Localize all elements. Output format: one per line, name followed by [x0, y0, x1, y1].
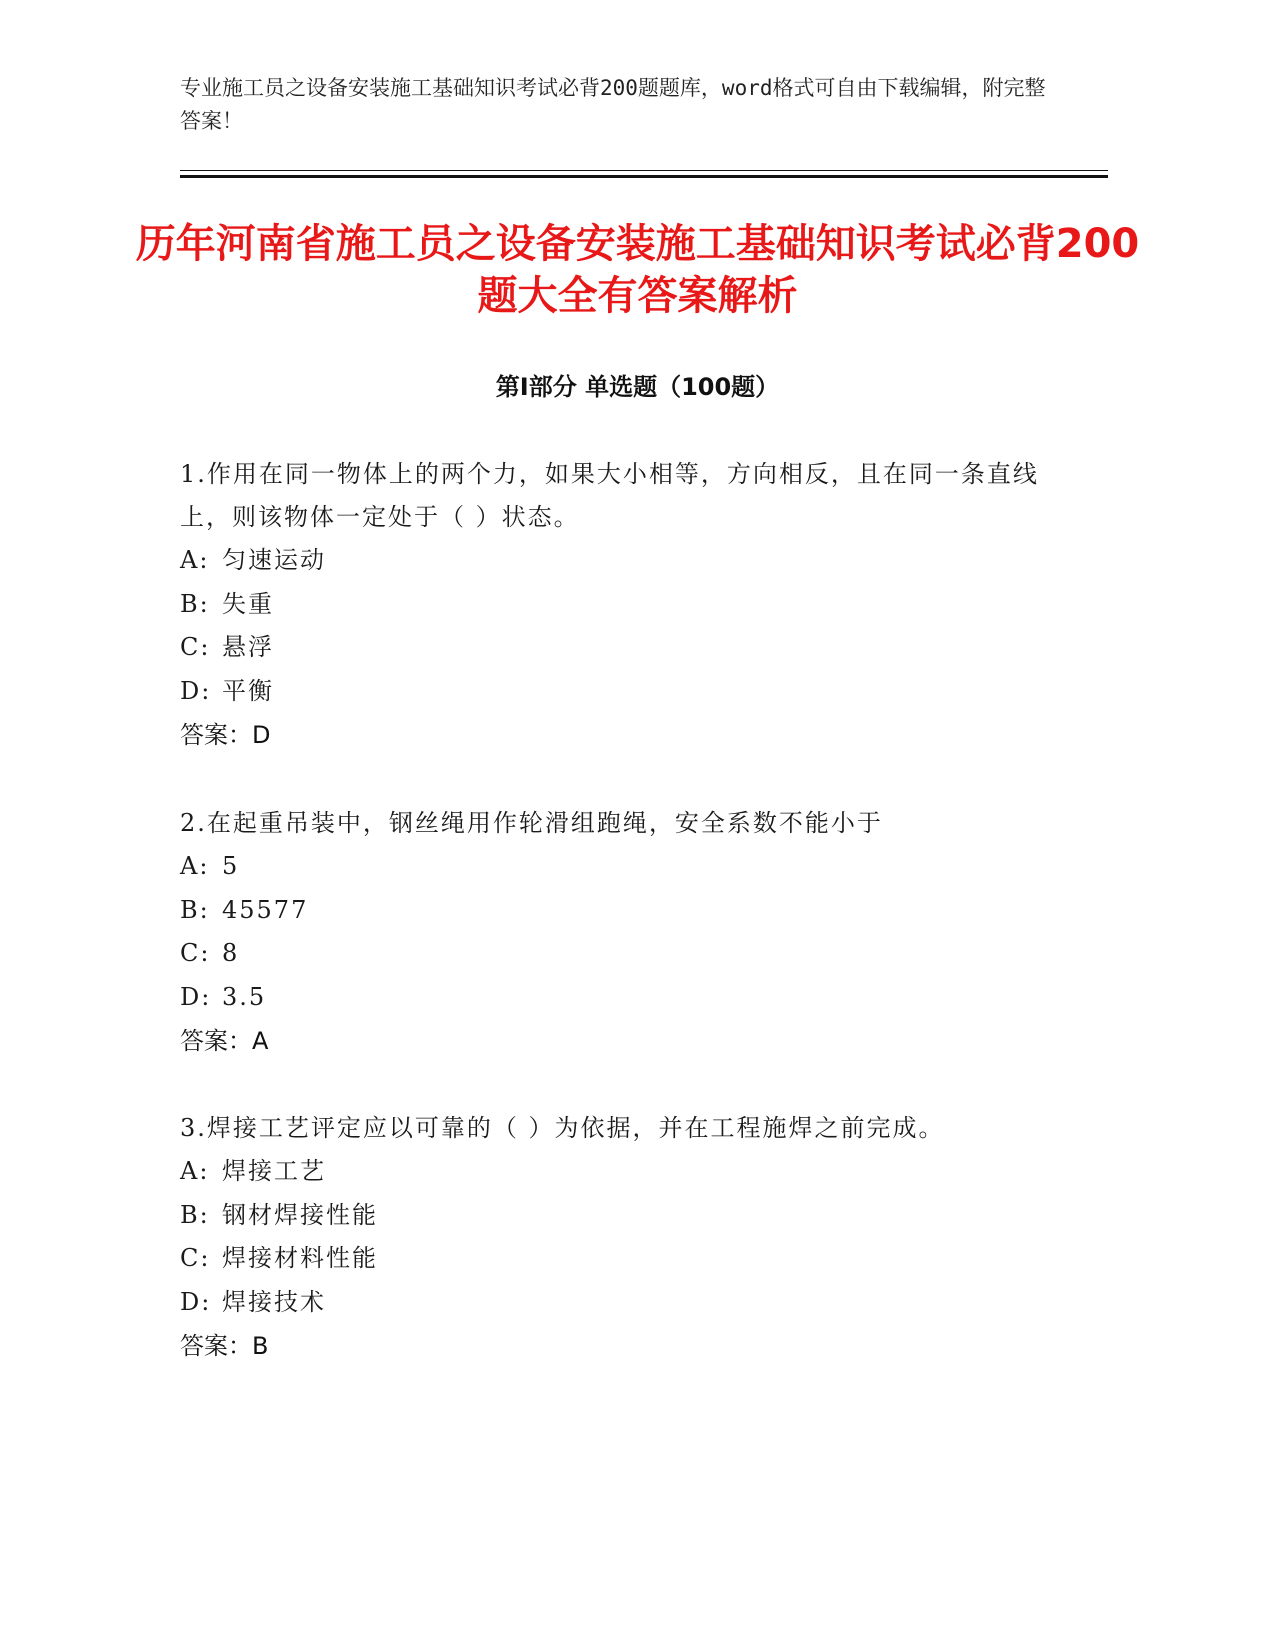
option-c	[180, 1237, 1070, 1281]
question-stem: 1.作用在同一物体上的两个力，如果大小相等，方向相反，且在同一条直线上，则该物体一定处于（ ）状态。	[180, 460, 1039, 531]
option-text: 焊接技术	[222, 1287, 326, 1316]
option-key: C:	[180, 1244, 211, 1272]
option-text: 失重	[222, 589, 274, 618]
option-text: 45577	[222, 895, 309, 924]
option-b	[180, 583, 1070, 627]
option-c	[180, 932, 1070, 976]
option-text: 钢材焊接性能	[222, 1200, 378, 1229]
question-2	[180, 802, 1070, 1063]
question-stem: 2.在起重吊装中，钢丝绳用作轮滑组跑绳，安全系数不能小于	[180, 809, 883, 837]
option-key: C:	[180, 633, 211, 661]
option-text: 5	[222, 852, 240, 880]
option-text: 匀速运动	[222, 546, 326, 574]
option-key: D:	[180, 982, 212, 1011]
option-d	[180, 1281, 1070, 1325]
header-rule-thick	[180, 175, 1108, 178]
option-c	[180, 626, 1070, 670]
option-b	[180, 1194, 1070, 1238]
header-note: 专业施工员之设备安装施工基础知识考试必背200题题库，word格式可自由下载编辑，附完整答案！	[180, 76, 1046, 133]
option-d	[180, 976, 1070, 1020]
option-text: 平衡	[222, 676, 274, 705]
option-b	[180, 889, 1070, 933]
option-key: D:	[180, 676, 212, 705]
section-heading: 第I部分 单选题（100题）	[495, 373, 780, 401]
option-d	[180, 670, 1070, 714]
question-1	[180, 453, 1070, 757]
answer-line: 答案：A	[180, 1027, 269, 1055]
answer-line: 答案：D	[180, 721, 271, 749]
option-key: A:	[180, 546, 210, 574]
document-title: 历年河南省施工员之设备安装施工基础知识考试必背200题大全有答案解析	[135, 221, 1140, 319]
option-key: D:	[180, 1287, 212, 1316]
option-key: A:	[180, 1157, 210, 1185]
option-a	[180, 845, 1070, 889]
option-text: 3.5	[222, 982, 267, 1011]
option-text: 悬浮	[222, 633, 274, 661]
question-3	[180, 1107, 1070, 1368]
option-key: A:	[180, 852, 210, 880]
option-a	[180, 1150, 1070, 1194]
option-a	[180, 539, 1070, 583]
option-key: C:	[180, 939, 211, 967]
option-text: 焊接工艺	[222, 1157, 326, 1185]
option-key: B:	[180, 895, 210, 924]
option-text: 8	[222, 939, 240, 967]
answer-line: 答案：B	[180, 1332, 269, 1360]
header-rule-thin	[180, 170, 1108, 171]
option-key: B:	[180, 1200, 210, 1229]
option-text: 焊接材料性能	[222, 1244, 378, 1272]
option-key: B:	[180, 589, 210, 618]
question-stem: 3.焊接工艺评定应以可靠的（ ）为依据，并在工程施焊之前完成。	[180, 1114, 945, 1142]
